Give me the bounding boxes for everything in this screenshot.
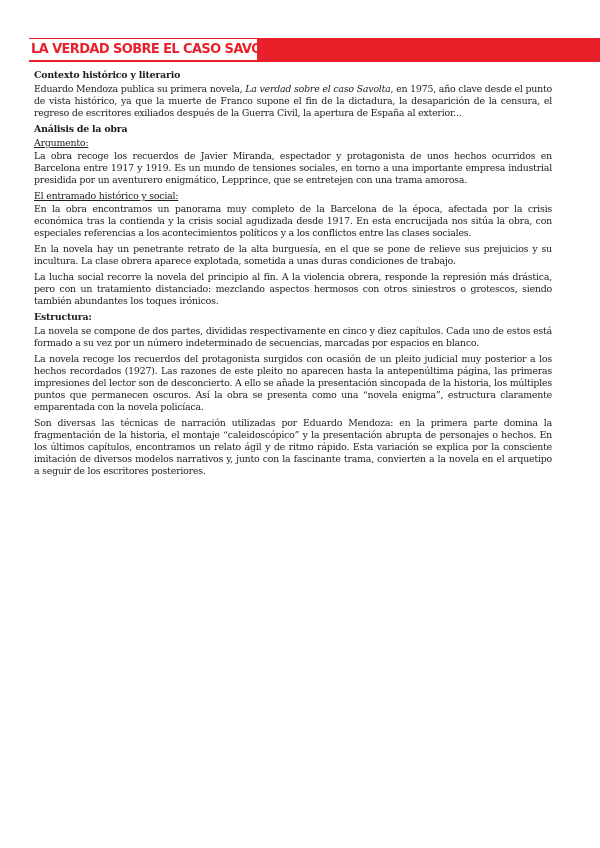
argument-paragraph: La obra recoge los recuerdos de Javier Miranda, espectador y protagonista de unos hechos ocurridos en Barcelona entre 1917 y 1919. Es un mundo de tensiones sociales, en torno a una importante empresa industrial presidida por un aventurero enigmático, Lepprince, que se entretejen con una trama amorosa.	[34, 151, 552, 186]
section-heading-analysis: Análisis de la obra	[34, 124, 128, 135]
context-paragraph	[34, 84, 552, 120]
title-accent-fill	[257, 39, 600, 60]
section-heading-structure: Estructura:	[34, 312, 92, 323]
historical-paragraph-3: La lucha social recorre la novela del principio al fin. A la violencia obrera, responde la represión más drástica, pero con un tratamiento distanciado: mezclando aspectos hermosos con otros siniestros o grotescos, siendo también abundantes los toques irónicos.	[34, 272, 552, 307]
historical-paragraph-1: En la obra encontramos un panorama muy completo de la Barcelona de la época, afectada por la crisis económica tras la contienda y la crisis social agudizada desde 1917. En esta encrucijada nos sitúa la obra, con especiales referencias a los acontecimientos políticos y a los conflictos entre las clases sociales.	[34, 204, 552, 239]
subheading-historical-social: El entramado histórico y social:	[34, 191, 179, 202]
structure-paragraph-2: La novela recoge los recuerdos del protagonista surgidos con ocasión de un pleito judicial muy posterior a los hechos recordados (1927). Las razones de este pleito no aparecen hasta la antepenúltima página, las primeras impresiones del lector son de desconcierto. A ello se añade la presentación sincopada de la historia, los múltiples puntos que permanecen oscuros. Así la obra se presenta como una “novela enigma”, estructura claramente emparentada con la novela policíaca.	[34, 354, 552, 413]
document-title: LA VERDAD SOBRE EL CASO SAVOLTA	[31, 42, 284, 57]
historical-paragraph-2: En la novela hay un penetrante retrato de la alta burguesía, en el que se pone de relieve sus prejuicios y su incultura. La clase obrera aparece explotada, sometida a unas duras condiciones de trabajo.	[34, 244, 552, 267]
document-title-bar	[29, 38, 600, 62]
context-text-b: , en 1975, año clave desde el punto de vista histórico, ya que la muerte de Franco supone el fin de la dictadura, la desaparición de la censura, el regreso de escritores exiliados después de la Guerra Civil, la apertura de España al exterior...	[34, 84, 552, 119]
section-heading-context: Contexto histórico y literario	[34, 70, 181, 81]
novel-title: La verdad sobre el caso Savolta	[245, 84, 391, 95]
structure-paragraph-3: Son diversas las técnicas de narración utilizadas por Eduardo Mendoza: en la primera parte domina la fragmentación de la historia, el montaje “caleidoscópico” y la presentación abrupta de personajes o hechos. En los últimos capítulos, encontramos un relato ágil y de ritmo rápido. Esta variación se explica por la consciente imitación de diversos modelos narrativos y, junto con la fascinante trama, convierten a la novela en el arquetipo a seguir de los escritores posteriores.	[34, 418, 552, 477]
document-body	[34, 70, 552, 482]
context-text-a: Eduardo Mendoza publica su primera novela,	[34, 84, 246, 95]
subheading-argument: Argumento:	[34, 138, 89, 149]
structure-paragraph-1: La novela se compone de dos partes, divididas respectivamente en cinco y diez capítulos. Cada uno de estos está formado a su vez por un número indeterminado de secuencias, marcadas por espacios en blanco.	[34, 326, 552, 349]
